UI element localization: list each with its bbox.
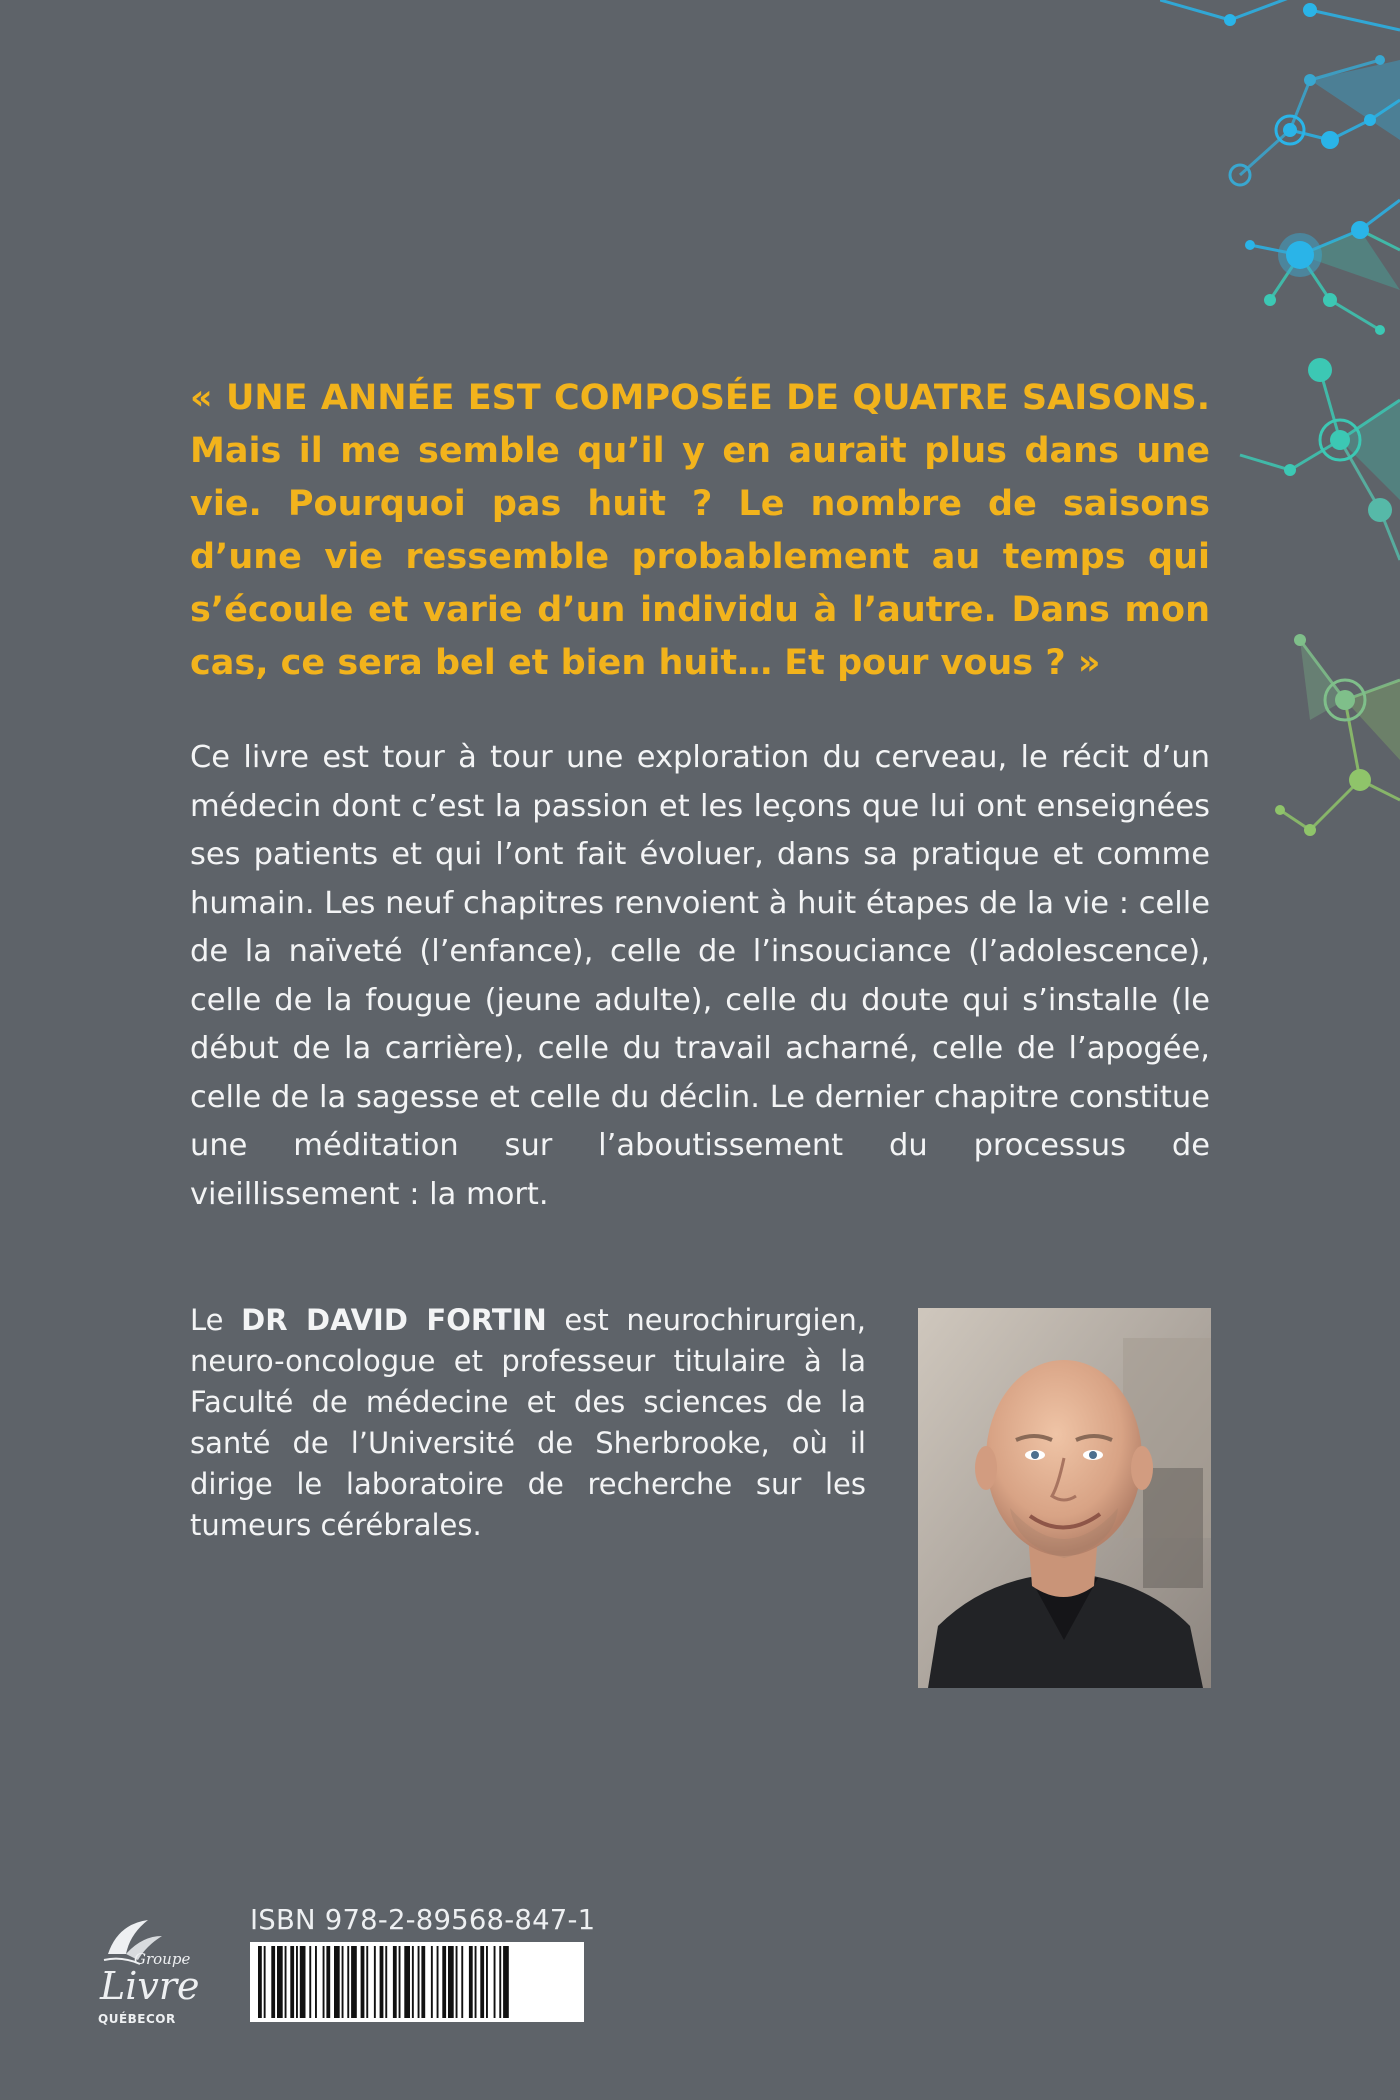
publisher-groupe: Groupe: [134, 1950, 191, 1968]
barcode-bar: [431, 1946, 433, 2018]
barcode: [250, 1942, 584, 2022]
barcode-bar: [461, 1946, 463, 2018]
publisher-logo: [78, 1914, 208, 2044]
barcode-bar: [442, 1946, 446, 2018]
barcode-bar: [399, 1946, 401, 2018]
barcode-bar: [374, 1946, 376, 2018]
barcode-bar: [323, 1946, 325, 2018]
barcode-bar: [418, 1946, 420, 2018]
barcode-bar: [494, 1946, 496, 2018]
barcode-bar: [271, 1946, 275, 2018]
barcode-bar: [277, 1946, 283, 2018]
barcode-bar: [361, 1946, 365, 2018]
pull-quote: « UNE ANNÉE EST COMPOSÉE DE QUATRE SAISONS. Mais il me semble qu’il y en aurait plus dans une vie. Pourquoi pas huit ? Le nombre de saisons d’une vie ressemble probablement au temps qui s’écoule et varie d’un individu à l’autre. Dans mon cas, ce sera bel et bien huit… Et pour vous ? »: [190, 378, 1210, 683]
barcode-bar: [258, 1946, 262, 2018]
barcode-bar: [347, 1946, 349, 2018]
barcode-bar: [296, 1946, 298, 2018]
barcode-bar: [366, 1946, 368, 2018]
barcode-bar: [315, 1946, 317, 2018]
book-description: Ce livre est tour à tour une exploration du cerveau, le récit d’un médecin dont c’est la passion et les leçons que lui ont enseignées ses patients et qui l’ont fait évoluer, dans sa pratique et comme humain. Les neuf chapitres renvoient à huit étapes de la vie : celle de la naïveté (l’enfance), celle de l’insouciance (l’adolescence), celle de la fougue (jeune adulte), celle du doute qui s’installe (le début de la carrière), celle du travail acharné, celle de l’apogée, celle de la sagesse et celle du déclin. Le dernier chapitre constitue une méditation sur l’aboutissement du processus de vieillissement : la mort.: [190, 740, 1210, 1212]
barcode-bar: [351, 1946, 357, 2018]
barcode-bar: [264, 1946, 266, 2018]
barcode-bar: [503, 1946, 509, 2018]
barcode-bar: [290, 1946, 294, 2018]
barcode-bar: [285, 1946, 287, 2018]
isbn-number: ISBN 978-2-89568-847-1: [250, 1904, 596, 1936]
author-bio: [190, 1300, 866, 1546]
barcode-bar: [412, 1946, 414, 2018]
author-bio-text: est neurochirurgien, neuro-oncologue et professeur titulaire à la Faculté de médecine et des sciences de la santé de l’Université de Sherbrooke, où il dirige le laboratoire de recherche sur les tumeurs cérébrales.: [190, 1303, 866, 1542]
barcode-bar: [475, 1946, 477, 2018]
barcode-bar: [380, 1946, 384, 2018]
barcode-bar: [437, 1946, 439, 2018]
barcode-bar: [393, 1946, 397, 2018]
barcode-bar: [480, 1946, 484, 2018]
barcode-bar: [326, 1946, 330, 2018]
barcode-bar: [334, 1946, 340, 2018]
barcode-bar: [404, 1946, 410, 2018]
author-bio-prefix: Le: [190, 1303, 242, 1337]
author-photo: [918, 1308, 1211, 1688]
barcode-bar: [499, 1946, 501, 2018]
author-name: DR DAVID FORTIN: [241, 1303, 547, 1337]
barcode-bar: [309, 1946, 311, 2018]
barcode-bar: [486, 1946, 488, 2018]
barcode-bar: [342, 1946, 344, 2018]
publisher-quebecor: QUÉBECOR: [98, 2012, 176, 2026]
publisher-livre: Livre: [100, 1964, 200, 2008]
barcode-bar: [300, 1946, 306, 2018]
barcode-bar: [469, 1946, 473, 2018]
barcode-bar: [385, 1946, 387, 2018]
barcode-bar: [448, 1946, 454, 2018]
barcode-bar: [421, 1946, 425, 2018]
barcode-bar: [456, 1946, 458, 2018]
